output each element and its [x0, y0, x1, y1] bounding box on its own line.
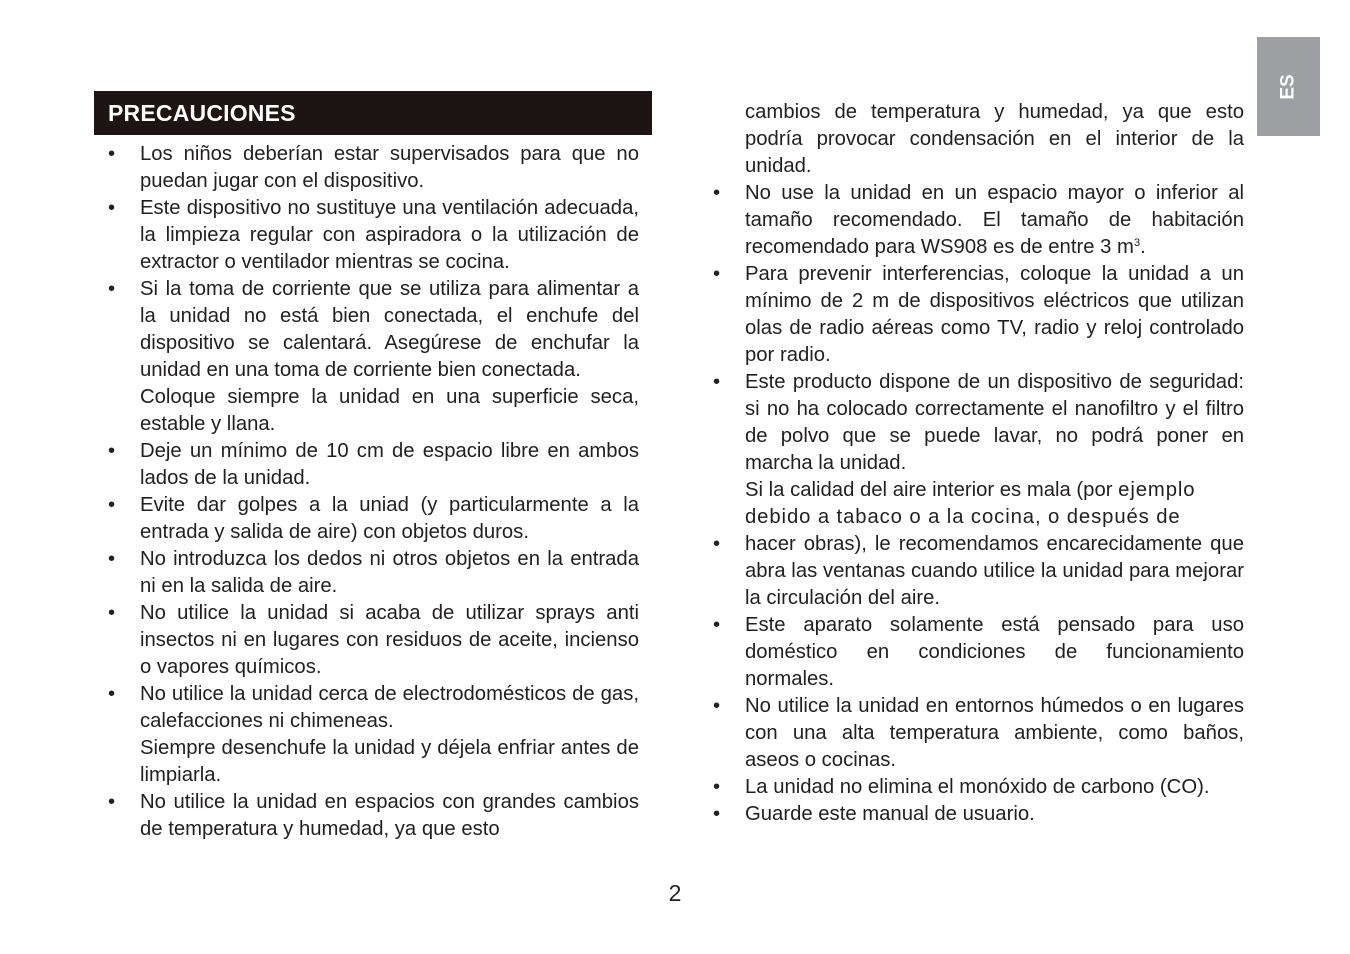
- list-item: • hacer obras), le recomendamos encarecidamente que abra las ventanas cuando utilice la unidad para mejorar la circulación del aire.: [709, 531, 1244, 612]
- list-item: • Evite dar golpes a la uniad (y particularmente a la entrada y salida de aire) con objetos duros.: [104, 492, 639, 546]
- paragraph-text: Si la calidad del aire interior es mala (por: [745, 479, 1113, 501]
- precautions-list-left-2: [104, 438, 639, 735]
- paragraph-continuation: [709, 477, 1244, 504]
- paragraph-continuation: debido a tabaco o a la cocina, o después de: [745, 506, 1181, 528]
- list-item: • Este dispositivo no sustituye una ventilación adecuada, la limpieza regular con aspiradora o la utilización de extractor o ventilador mientras se cocina.: [104, 195, 639, 276]
- paragraph-continuation: Coloque siempre la unidad en una superficie seca, estable y llana.: [140, 386, 639, 435]
- list-item: • Para prevenir interferencias, coloque la unidad a un mínimo de 2 m de dispositivos eléctricos que utilizan olas de radio aéreas como TV, radio y reloj controlado por radio.: [709, 261, 1244, 369]
- list-item: • No utilice la unidad si acaba de utilizar sprays anti insectos ni en lugares con residuos de aceite, incienso o vapores químicos.: [104, 600, 639, 681]
- right-column: [709, 99, 1244, 828]
- list-item: • Guarde este manual de usuario.: [709, 801, 1244, 828]
- precautions-list-right: [709, 180, 1244, 477]
- paragraph-continuation: Siempre desenchufe la unidad y déjela enfriar antes de limpiarla.: [140, 737, 639, 786]
- paragraph-continuation: cambios de temperatura y humedad, ya que esto podría provocar condensación en el interior de la unidad.: [745, 101, 1244, 177]
- superscript: 3: [1133, 237, 1141, 249]
- list-item: • No utilice la unidad en entornos húmedos o en lugares con una alta temperatura ambiente, como baños, aseos o cocinas.: [709, 693, 1244, 774]
- language-tab-label: ES: [1277, 73, 1299, 100]
- precautions-list-left: [104, 141, 639, 384]
- list-item: • Si la toma de corriente que se utiliza para alimentar a la unidad no está bien conectada, el enchufe del dispositivo se calentará. Asegúrese de enchufar la unidad en una toma de corriente bien conectada.: [104, 276, 639, 384]
- list-item: • Los niños deberían estar supervisados para que no puedan jugar con el dispositivo.: [104, 141, 639, 195]
- page-number: 2: [668, 880, 682, 906]
- paragraph-text: ejemplo: [1118, 479, 1196, 501]
- list-item: • Deje un mínimo de 10 cm de espacio libre en ambos lados de la unidad.: [104, 438, 639, 492]
- left-column: [104, 141, 639, 843]
- list-item: • La unidad no elimina el monóxido de carbono (CO).: [709, 774, 1244, 801]
- precautions-list-left-3: [104, 789, 639, 843]
- list-item: • No utilice la unidad en espacios con grandes cambios de temperatura y humedad, ya que esto: [104, 789, 639, 843]
- language-tab: [1257, 37, 1320, 136]
- list-item: • No introduzca los dedos ni otros objetos en la entrada ni en la salida de aire.: [104, 546, 639, 600]
- section-header: [94, 91, 652, 135]
- list-item: • No utilice la unidad cerca de electrodomésticos de gas, calefacciones ni chimeneas.: [104, 681, 639, 735]
- list-item-end: .: [1140, 236, 1146, 258]
- list-item-text: No use la unidad en un espacio mayor o inferior al tamaño recomendado. El tamaño de habitación recomendado para WS908 es de entre 3 m: [745, 182, 1244, 258]
- section-title: PRECAUCIONES: [108, 99, 296, 126]
- list-item: • Este producto dispone de un dispositivo de seguridad: si no ha colocado correctamente el nanofiltro y el filtro de polvo que se puede lavar, no podrá poner en marcha la unidad.: [709, 369, 1244, 477]
- precautions-list-right-2: [709, 531, 1244, 828]
- list-item: [709, 180, 1244, 261]
- list-item: • Este aparato solamente está pensado para uso doméstico en condiciones de funcionamiento normales.: [709, 612, 1244, 693]
